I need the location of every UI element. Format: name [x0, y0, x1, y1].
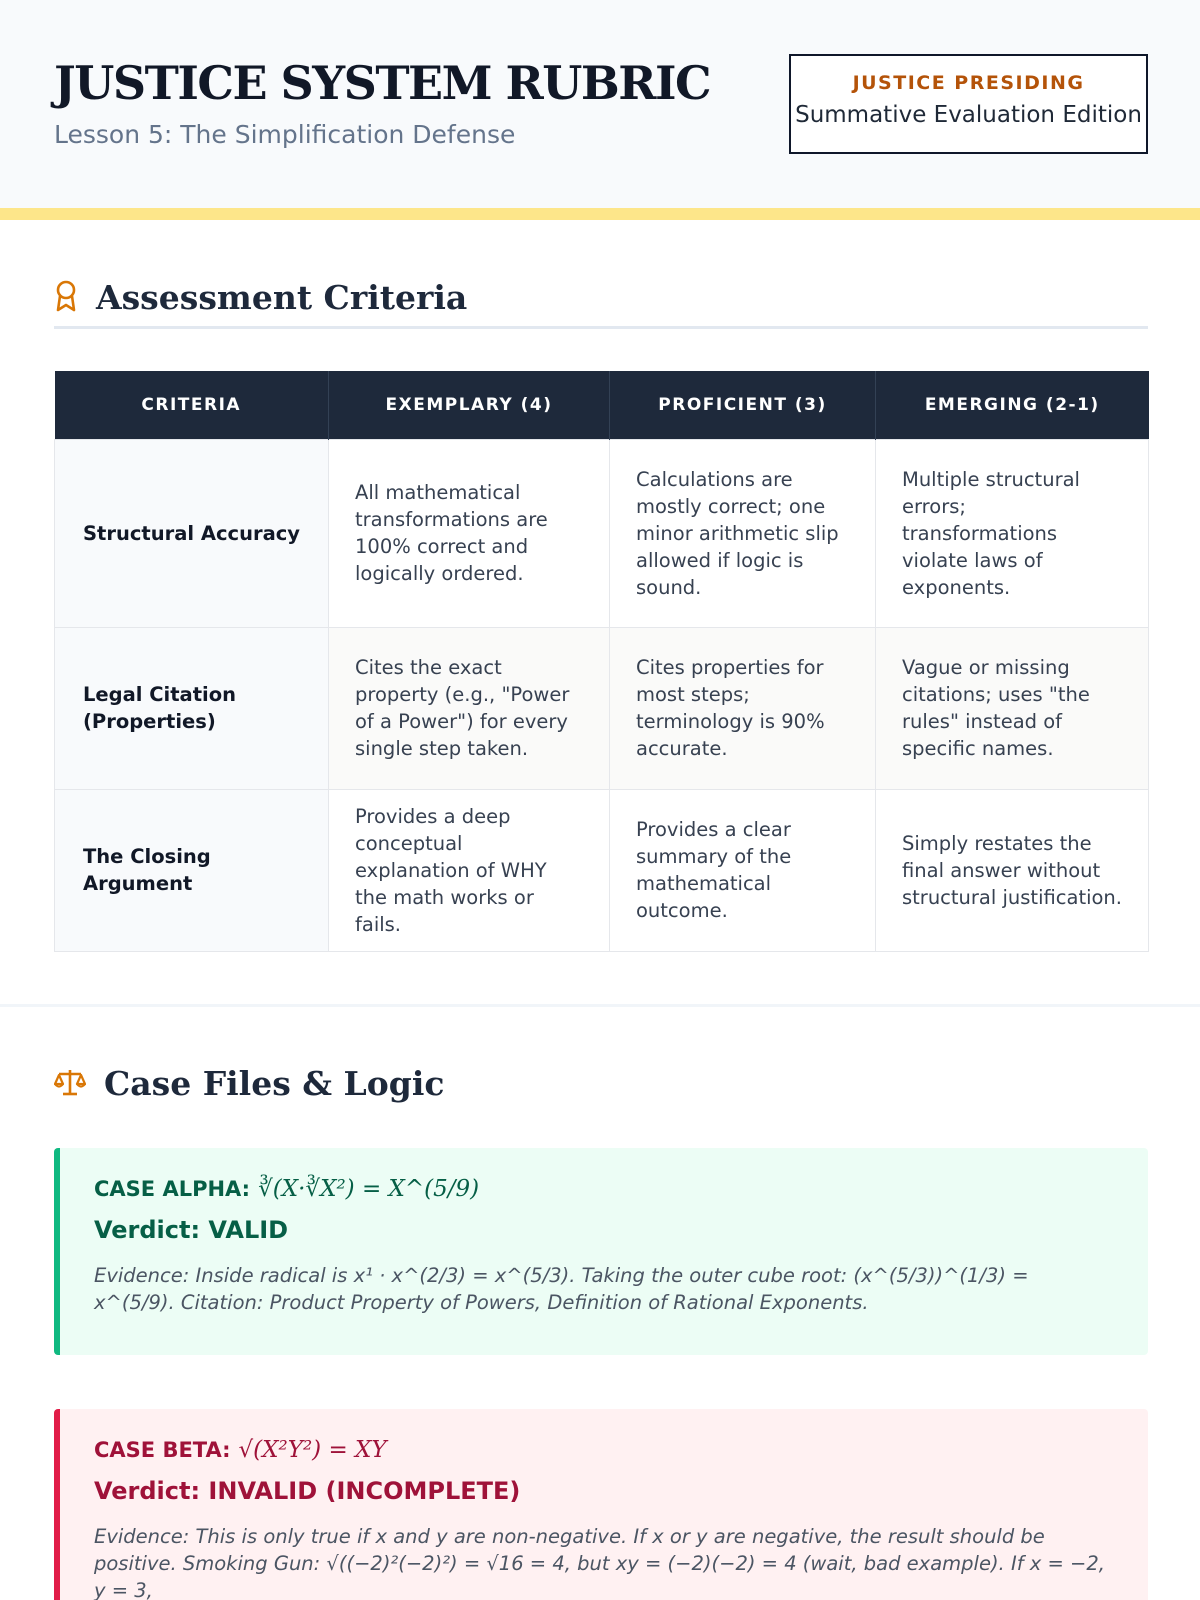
case-expression: ∛(X·∛X²) = X^(5/9): [258, 1176, 480, 1202]
emerging-cell: Vague or missing citations; uses "the rules" instead of specific names.: [876, 627, 1149, 789]
badge-edition: Summative Evaluation Edition: [795, 102, 1142, 128]
criterion-name: The Closing Argument: [55, 789, 329, 951]
criterion-name: Structural Accuracy: [55, 439, 329, 627]
exemplary-cell: Provides a deep conceptual explanation of WHY the math works or fails.: [329, 789, 610, 951]
case-heading: [94, 1437, 1114, 1463]
case-card-beta: [54, 1409, 1148, 1600]
cases-section-header: [54, 1064, 444, 1103]
header-accent-stripe: [0, 208, 1200, 220]
case-expression: √(X²Y²) = XY: [238, 1437, 387, 1463]
column-header: EMERGING (2-1): [876, 371, 1149, 439]
case-heading: [94, 1176, 1114, 1202]
criterion-name: Legal Citation (Properties): [55, 627, 329, 789]
section-rule: [54, 326, 1148, 329]
verdict: Verdict: VALID: [94, 1216, 289, 1244]
table-row: [55, 789, 1149, 951]
section-divider: [0, 1004, 1200, 1007]
award-ribbon-icon: [54, 279, 78, 317]
exemplary-cell: All mathematical transformations are 100% correct and logically ordered.: [329, 439, 610, 627]
verdict: Verdict: INVALID (INCOMPLETE): [94, 1477, 521, 1505]
proficient-cell: Calculations are mostly correct; one minor arithmetic slip allowed if logic is sound.: [610, 439, 876, 627]
page-title: JUSTICE SYSTEM RUBRIC: [54, 56, 711, 110]
exemplary-cell: Cites the exact property (e.g., "Power of a Power") for every single step taken.: [329, 627, 610, 789]
proficient-cell: Provides a clear summary of the mathematical outcome.: [610, 789, 876, 951]
badge-label: JUSTICE PRESIDING: [852, 72, 1085, 94]
page-header: [0, 0, 1200, 208]
emerging-cell: Simply restates the final answer without structural justification.: [876, 789, 1149, 951]
cases-section-title: Case Files & Logic: [104, 1064, 445, 1103]
edition-badge: [789, 54, 1148, 154]
case-card-alpha: [54, 1148, 1148, 1355]
proficient-cell: Cites properties for most steps; terminology is 90% accurate.: [610, 627, 876, 789]
table-row: [55, 627, 1149, 789]
criteria-section-header: [54, 278, 467, 317]
page-subtitle: Lesson 5: The Simplification Defense: [54, 120, 516, 149]
column-header: EXEMPLARY (4): [329, 371, 610, 439]
rubric-table: [54, 371, 1149, 952]
table-header-row: [55, 371, 1149, 439]
case-label: CASE ALPHA:: [94, 1177, 251, 1201]
column-header: PROFICIENT (3): [610, 371, 876, 439]
criteria-section-title: Assessment Criteria: [96, 278, 468, 317]
evidence-text: Evidence: Inside radical is x¹ · x^(2/3) = x^(5/3). Taking the outer cube root: (x^(5/3))^(1/3) = x^(5/9). Citation: Product Property of Powers, Definition of Rational Exponents.: [94, 1264, 1029, 1314]
evidence-text: Evidence: This is only true if x and y are non-negative. If x or y are negative, the result should be positive. Smoking Gun: √((−2)²(−2)²) = √16 = 4, but xy = (−2)(−2) = 4 (wait, bad example). If x = −2, y = 3,: [94, 1525, 1105, 1600]
scales-of-justice-icon: [54, 1067, 86, 1101]
table-row: [55, 439, 1149, 627]
case-label: CASE BETA:: [94, 1438, 231, 1462]
column-header: CRITERIA: [55, 371, 329, 439]
emerging-cell: Multiple structural errors; transformations violate laws of exponents.: [876, 439, 1149, 627]
